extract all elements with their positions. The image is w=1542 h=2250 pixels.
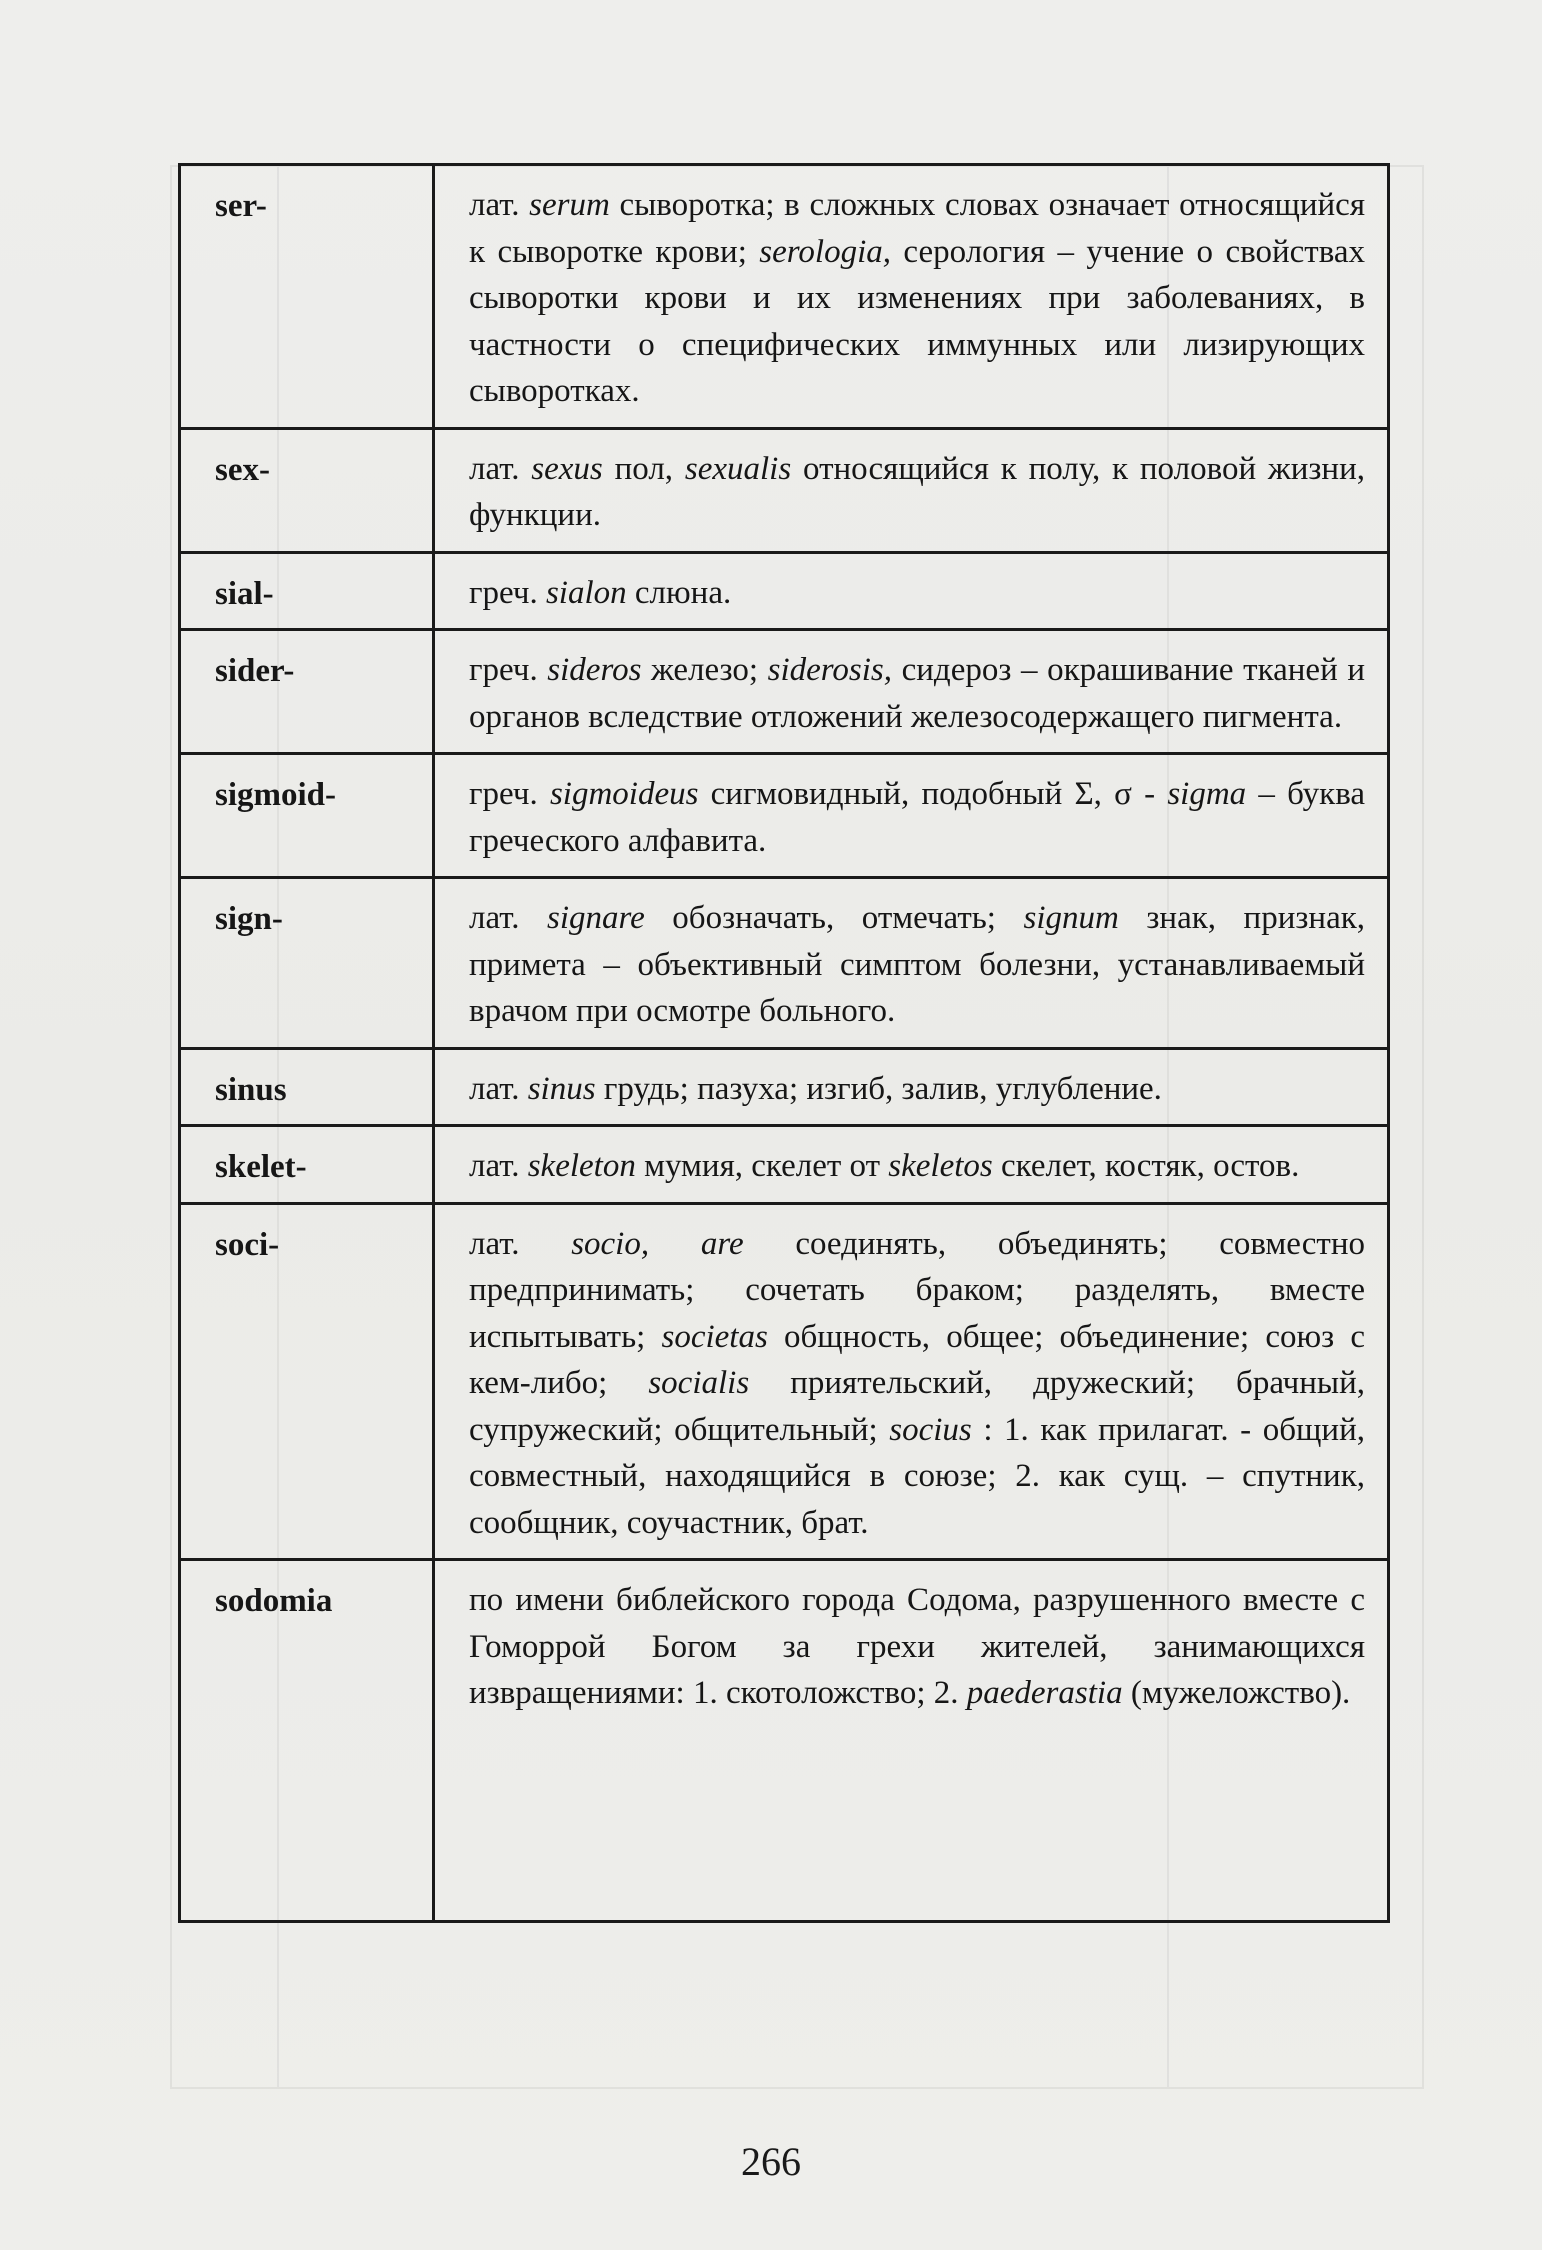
definition-italic-fragment: socio, are: [571, 1225, 744, 1262]
entry-term: sign-: [181, 879, 435, 1047]
definition-italic-fragment: sexus: [531, 450, 603, 487]
definition-italic-fragment: sinus: [527, 1070, 596, 1107]
definition-text-fragment: : 1. как прилагат. - общий, совместный, находящийся в союзе; 2. как сущ. – спутник, сообщник, соучастник, брат.: [469, 1411, 1365, 1541]
definition-text-fragment: приятельский, дружеский; брачный, супружеский; общительный;: [469, 1365, 1365, 1448]
definition-text-fragment: лат.: [469, 1148, 528, 1184]
definition-italic-fragment: paederastia: [966, 1675, 1123, 1711]
definition-italic-fragment: skeletos: [888, 1148, 993, 1184]
dictionary-table: [178, 163, 1390, 1923]
dictionary-entry-row: [181, 554, 1387, 632]
entry-definition: [435, 879, 1387, 1047]
definition-text-fragment: серология – учение о свойствах сыворотки крови и их изменениях при заболеваниях, в частности о специфических иммунных или лизирующих сыворотках.: [469, 233, 1365, 409]
definition-italic-fragment: sigmoideus: [549, 776, 699, 812]
dictionary-entry-row: [181, 631, 1387, 755]
definition-italic-fragment: skeleton: [527, 1148, 636, 1184]
entry-term: sider-: [181, 631, 435, 752]
definition-text-fragment: скелет, костяк, остов.: [992, 1148, 1300, 1184]
definition-italic-fragment: sexualis: [684, 450, 792, 487]
definition-text-fragment: – буква греческого алфавита.: [469, 776, 1365, 859]
entry-definition: [435, 1050, 1387, 1125]
definition-italic-fragment: signum: [1023, 900, 1119, 936]
dictionary-entry-row: [181, 879, 1387, 1050]
definition-text-fragment: сыворотка; в сложных словах означает относящийся к сыворотке крови;: [469, 187, 1366, 270]
definition-text-fragment: знак, признак, примета – объективный симптом болезни, устанавливаемый врачом при осмотре больного.: [469, 900, 1365, 1029]
entry-term: sigmoid-: [181, 755, 435, 876]
entry-term: sex-: [181, 430, 435, 551]
dictionary-entry-row: [181, 755, 1387, 879]
dictionary-entry-row: [181, 1561, 1387, 1920]
entry-definition: [435, 430, 1387, 551]
page-number: 266: [741, 2139, 801, 2184]
definition-text-fragment: относящийся к полу, к половой жизни, функции.: [469, 450, 1365, 533]
entry-term: sodomia: [181, 1561, 435, 1920]
dictionary-entry-row: [181, 1205, 1387, 1562]
definition-text-fragment: лат.: [469, 900, 547, 936]
entry-term: soci-: [181, 1205, 435, 1559]
definition-italic-fragment: sideros: [547, 652, 642, 688]
definition-text-fragment: греч.: [469, 574, 546, 611]
definition-italic-fragment: siderosis,: [767, 652, 893, 688]
entry-definition: [435, 755, 1387, 876]
definition-text-fragment: лат.: [469, 450, 532, 487]
entry-definition: [435, 1127, 1387, 1202]
definition-text-fragment: сидероз – окрашивание тканей и органов вследствие отложений железосодержащего пигмента.: [469, 652, 1365, 735]
definition-text-fragment: греч.: [469, 652, 548, 688]
dictionary-entry-row: [181, 1127, 1387, 1205]
definition-text-fragment: грудь; пазуха; изгиб, залив, углубление.: [595, 1070, 1162, 1107]
definition-italic-fragment: sigma: [1167, 776, 1247, 812]
definition-italic-fragment: signare: [546, 900, 645, 936]
dictionary-entry-row: [181, 1050, 1387, 1128]
definition-italic-fragment: socius: [889, 1411, 972, 1448]
entry-term: skelet-: [181, 1127, 435, 1202]
entry-term: ser-: [181, 166, 435, 427]
dictionary-entry-row: [181, 430, 1387, 554]
definition-italic-fragment: sialon: [545, 574, 627, 611]
definition-italic-fragment: societas: [661, 1318, 768, 1355]
definition-text-fragment: лат.: [469, 187, 530, 223]
definition-text-fragment: пол,: [602, 450, 685, 487]
entry-definition: [435, 1205, 1387, 1559]
definition-text-fragment: железо;: [641, 652, 768, 688]
definition-italic-fragment: serum: [529, 187, 610, 223]
definition-text-fragment: лат.: [469, 1070, 528, 1107]
entry-term: sial-: [181, 554, 435, 629]
entry-definition: [435, 631, 1387, 752]
definition-text-fragment: соединять, объединять; совместно предпринимать; сочетать браком; разделять, вместе испытывать;: [469, 1225, 1365, 1355]
entry-definition: [435, 1561, 1387, 1920]
definition-text-fragment: обозначать, отмечать;: [644, 900, 1024, 936]
entry-term: sinus: [181, 1050, 435, 1125]
definition-italic-fragment: socialis: [648, 1365, 750, 1401]
entry-definition: [435, 166, 1387, 427]
entry-definition: [435, 554, 1387, 629]
definition-text-fragment: греч.: [469, 776, 550, 812]
definition-text-fragment: по имени библейского города Содома, разрушенного вместе с Гоморрой Богом за грехи жителей, занимающихся извращениями: 1. скотоложство; 2.: [469, 1582, 1365, 1711]
definition-text-fragment: (мужеложство).: [1122, 1675, 1351, 1711]
definition-text-fragment: общность, общее; объединение; союз с кем-либо;: [469, 1318, 1365, 1401]
definition-text-fragment: лат.: [469, 1225, 572, 1262]
definition-text-fragment: мумия, скелет от: [635, 1148, 889, 1184]
definition-text-fragment: слюна.: [626, 574, 732, 611]
dictionary-entry-row: [181, 166, 1387, 430]
definition-text-fragment: сигмовидный, подобный Σ, σ -: [698, 776, 1168, 812]
definition-italic-fragment: serologia,: [759, 233, 891, 270]
